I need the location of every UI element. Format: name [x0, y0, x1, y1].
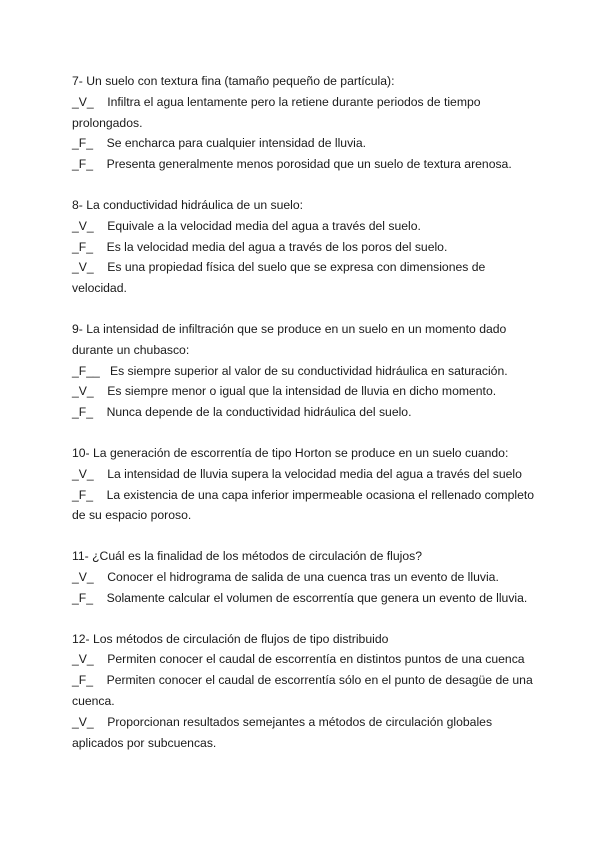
answer-mark: _V_ [72, 652, 94, 667]
answer-text: Conocer el hidrograma de salida de una cuenca tras un evento de lluvia. [107, 569, 499, 584]
answer-text: Solamente calcular el volumen de escorrentía que genera un evento de lluvia. [106, 590, 528, 605]
answer-item [72, 567, 540, 588]
answer-mark: _F_ [72, 673, 94, 688]
answer-item [72, 216, 540, 237]
answer-item [72, 485, 540, 527]
answer-item [72, 361, 540, 382]
answer-mark: _V_ [72, 714, 94, 729]
question-title: 7- Un suelo con textura fina (tamaño pequeño de partícula): [72, 74, 395, 88]
question-10 [72, 443, 540, 526]
question-12 [72, 629, 540, 754]
answer-text: Se encharca para cualquier intensidad de lluvia. [106, 136, 367, 151]
answer-mark: _V_ [72, 94, 94, 109]
answer-text: Nunca depende de la conductividad hidráulica del suelo. [106, 405, 412, 420]
answer-text: La existencia de una capa inferior impermeable ocasiona el rellenado completo de su espacio poroso. [72, 487, 535, 523]
question-9 [72, 319, 540, 423]
question-title: 8- La conductividad hidráulica de un suelo: [72, 197, 304, 212]
answer-item [72, 649, 540, 670]
answer-item [72, 402, 540, 423]
answer-mark: _F_ [72, 487, 94, 502]
question-title: 12- Los métodos de circulación de flujos de tipo distribuido [72, 631, 389, 646]
answer-item [72, 712, 540, 754]
question-8 [72, 195, 540, 299]
answer-text: Permiten conocer el caudal de escorrentía en distintos puntos de una cuenca [107, 652, 525, 667]
question-11 [72, 546, 540, 608]
answer-text: Es siempre superior al valor de su conductividad hidráulica en saturación. [109, 363, 508, 378]
answer-item [72, 670, 540, 712]
question-7 [72, 71, 540, 175]
answer-text: Permiten conocer el caudal de escorrentía sólo en el punto de desagüe de una cuenca. [72, 673, 533, 708]
answer-mark: _F_ [72, 157, 94, 172]
answer-mark: _F__ [72, 363, 100, 378]
answer-item [72, 257, 540, 299]
answer-text: Proporcionan resultados semejantes a métodos de circulación globales aplicados por subcuencas. [72, 714, 493, 750]
answer-mark: _V_ [72, 569, 94, 584]
answer-item [72, 154, 540, 175]
answer-mark: _V_ [72, 218, 94, 233]
answer-item [72, 588, 540, 609]
answer-text: Es la velocidad media del agua a través de los poros del suelo. [106, 239, 448, 254]
answer-text: Es una propiedad física del suelo que se expresa con dimensiones de velocidad. [72, 260, 486, 296]
answer-text: Equivale a la velocidad media del agua a través del suelo. [107, 218, 421, 233]
answer-item [72, 464, 540, 485]
question-title: 11- ¿Cuál es la finalidad de los métodos de circulación de flujos? [72, 549, 423, 564]
answer-mark: _V_ [72, 260, 94, 275]
question-title: 10- La generación de escorrentía de tipo Horton se produce en un suelo cuando: [72, 445, 509, 460]
answer-item [72, 381, 540, 402]
answer-mark: _F_ [72, 590, 94, 605]
answer-text: La intensidad de lluvia supera la velocidad media del agua a través del suelo [107, 466, 522, 481]
answer-text: Infiltra el agua lentamente pero la retiene durante periodos de tiempo prolongados. [72, 94, 481, 130]
answer-text: Presenta generalmente menos porosidad que un suelo de textura arenosa. [106, 157, 512, 172]
answer-item [72, 133, 540, 154]
answer-mark: _F_ [72, 405, 94, 420]
answer-item [72, 92, 540, 134]
answer-mark: _V_ [72, 384, 94, 399]
answer-item [72, 237, 540, 258]
question-title: 9- La intensidad de infiltración que se produce en un suelo en un momento dado durante un chubasco: [72, 321, 507, 357]
answer-mark: _V_ [72, 466, 94, 481]
answer-mark: _F_ [72, 136, 94, 151]
answer-mark: _F_ [72, 239, 94, 254]
answer-text: Es siempre menor o igual que la intensidad de lluvia en dicho momento. [107, 384, 497, 399]
